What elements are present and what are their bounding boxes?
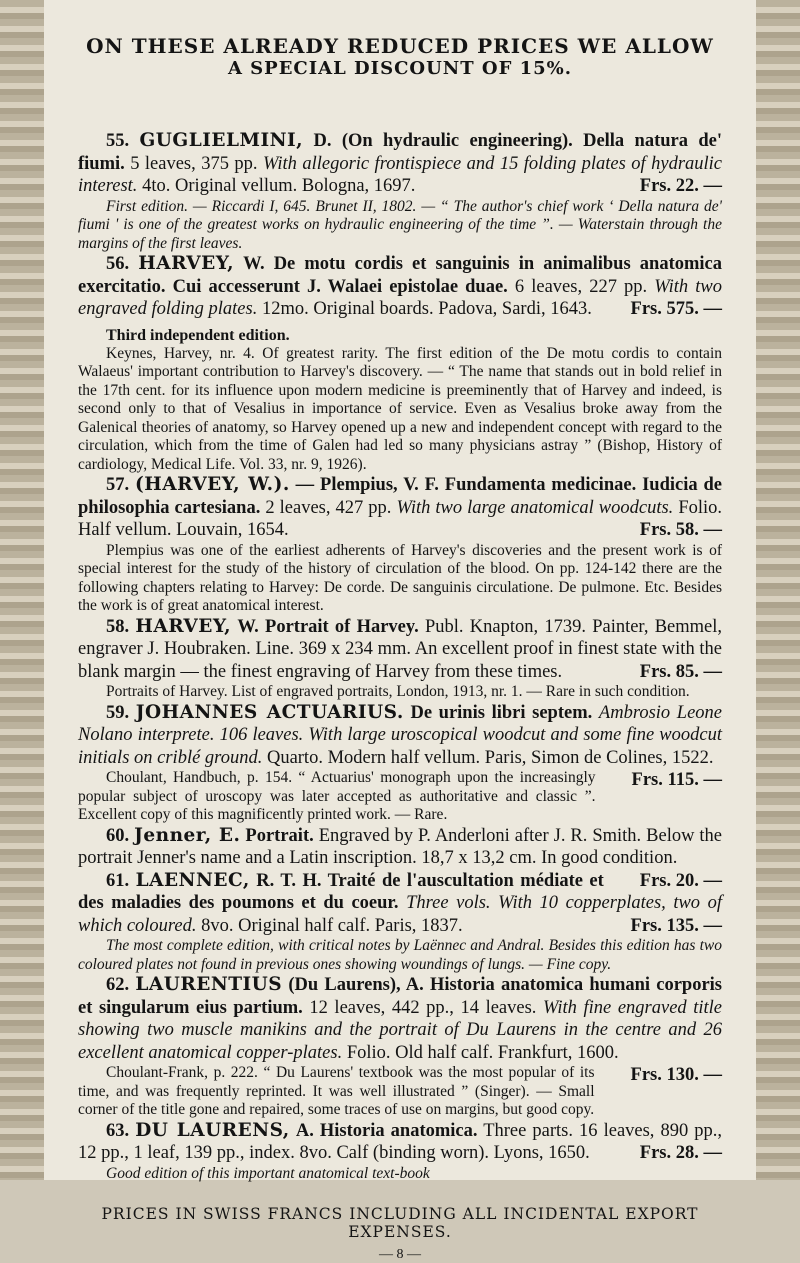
entry-collation: Three parts. 16 leaves, 890 pp., 12 pp., 1 leaf, 139 pp., index. [78,1120,723,1163]
entry-price: Frs. 85. — [639,661,722,682]
prices-footer: PRICES IN SWISS FRANCS INCLUDING ALL INCIDENTAL EXPORT EXPENSES. [101,1205,699,1241]
catalogue-entry [78,253,722,474]
entry-number: 61. [106,870,130,891]
entry-title: W. De motu cordis et sanguinis in animalibus anatomica exercitatio. Cui accesserunt J. Walaei epistolae duae. [78,254,722,297]
entry-note: Choulant-Frank, p. 222. “ Du Laurens' textbook was the most popular of its time, and was frequently reprinted. It was well illustrated ” (Singer). — Small corner of the title gone and repaired, some traces of use on margins, but good copy. [78,1064,595,1118]
catalogue-entry [78,702,722,825]
entry-note: The most complete edition, with critical notes by Laënnec and Andral. Besides this edition has two coloured plates not found in previous ones showing woundings of lungs. — Fine copy. [78,937,722,973]
header-special-discount: A SPECIAL DISCOUNT OF 15%. [227,58,573,79]
entry-imprint: An excellent proof in finest state with the blank margin — the finest engraving of Harvey from these times. [78,639,722,682]
entry-author: DU LAURENS, [135,1119,290,1141]
entry-title: A. Historia anatomica. [295,1120,478,1141]
entry-note: Keynes, Harvey, nr. 4. Of greatest rarity. The first edition of the De motu cordis to contain Walaeus' important contribution to Harvey's discovery. — “ The name that stands out in bold relief in the 17th cent. for its influence upon modern medicine is preeminently that of Harvey and indeed, is second only to that of Vesalius in importance of service. Even as Vesalius broke away from the Galenical theories of anatomy, so Harvey opened up a new and independent concept with regard to the circulation, which from the time of Galen had led so many physicians astray ” (Bishop, History of cardiology, Medical Life. Vol. 33, nr. 9, 1926). [78,344,722,473]
entry-price: Frs. 22. — [639,176,722,196]
entry-title: Portrait. [245,825,314,846]
page-header [78,34,722,80]
entry-author: LAENNEC, [135,869,250,891]
entry-illustrations: With fine engraved title showing two muscle manikins and the portrait of Du Laurens in the centre and 26 excellent anatomical copper-plates. [78,997,723,1063]
header-discount-line: ON THESE ALREADY REDUCED PRICES WE ALLOW [86,34,714,58]
entry-collation: 6 leaves, 227 pp. [514,276,648,297]
scan-edge-left [0,0,44,1180]
scan-edge-right [756,0,800,1180]
entry-note: Good edition of this important anatomical text-book [106,1164,430,1182]
entry-illustrations: With allegoric frontispiece and 15 folding plates of hydraulic interest. [78,153,723,196]
entry-collation: 5 leaves, 375 pp. [130,153,258,174]
catalogue-entry [78,1120,722,1184]
entry-price: Frs. 28. — [639,1143,722,1163]
catalogue-entry [78,974,722,1120]
entry-price: Frs. 20. — [639,870,722,891]
entry-number: 60. [106,825,130,846]
entry-title: (Du Laurens), A. Historia anatomica humani corporis et singularum eius partium. [78,975,723,1018]
entry-heading [78,974,723,1085]
entry-heading [78,474,722,542]
entry-number: 59. [106,702,130,723]
entry-imprint: Folio. Half vellum. Louvain, 1654. [78,497,723,540]
entry-title: D. (On hydraulic engineering). Della natura de' fiumi. [78,131,722,174]
entry-title: — Plempius, V. F. Fundamenta medicinae. Iudicia de philosophia cartesiana. [78,475,722,518]
entry-heading [78,253,722,321]
entry-price: Frs. 130. — [630,1065,722,1085]
catalogue-entry [78,474,722,616]
entry-collation: Engraved by P. Anderloni after J. R. Smith. Below the portrait Jenner's name and a Latin inscription. 18,7 x 13,2 cm. In good condition. [78,825,723,868]
catalogue-entry [78,130,722,253]
entry-collation: 12 leaves, 442 pp., 14 leaves. [309,997,537,1018]
entry-number: 58. [106,616,130,637]
entry-illustrations: Ambrosio Leone Nolano interprete. 106 leaves. With large uroscopical woodcut and some fine woodcut initials on criblé ground. [78,702,723,768]
entry-imprint: 4to. Original vellum. Bologna, 1697. [142,176,416,196]
entry-author: HARVEY, [138,253,235,274]
entry-price: Frs. 575. — [630,299,722,319]
entry-number: 63. [106,1120,130,1141]
entry-author: Jenner, E. [134,824,241,846]
entry-imprint: Quarto. Modern half vellum. Paris, Simon de Colines, 1522. [266,747,714,768]
catalogue-entries [78,130,722,1183]
catalogue-entry [78,616,722,702]
entry-imprint: 8vo. Calf (binding worn). Lyons, 1650. [299,1143,590,1163]
entry-number: 56. [106,254,130,274]
entry-note: First edition. — Riccardi I, 645. Brunet II, 1802. — “ The author's chief work ‘ Della natura de' fiumi ' is one of the greatest works on hydraulic engineering of the time ”. — Waterstain through the margins of the first leaves. [78,197,722,252]
page-number: — 8 — [379,1247,421,1262]
entry-illustrations: With two engraved folding plates. [78,276,723,319]
entry-number: 57. [106,475,130,495]
entry-number: 55. [106,131,130,151]
entry-title: W. Portrait of Harvey. [237,616,419,637]
entry-title: R. T. H. Traité de l'auscultation médiate et des maladies des poumons et du coeur. [78,870,604,913]
entry-imprint: 12mo. Original boards. Padova, Sardi, 1643. [261,299,592,319]
entry-author: (HARVEY, W.). [135,474,290,495]
entry-imprint: Folio. Old half calf. Frankfurt, 1600. [346,1042,619,1063]
entry-author: GUGLIELMINI, [139,130,304,151]
entry-note: Choulant, Handbuch, p. 154. “ Actuarius' monograph upon the increasingly popular subject of uroscopy was later accepted as authoritative and classic ”. Excellent copy of this magnificently printed work. — Rare. [78,769,596,823]
entry-illustrations: With two large anatomical woodcuts. [396,497,674,518]
entry-heading [78,616,722,684]
entry-note: Plempius was one of the earliest adherents of Harvey's discoveries and the present work is of special interest for the study of the history of circulation of the blood. On pp. 124-142 there are the following chapters relating to Harvey: De corde. De sanguinis circulatione. De pulmone. Etc. Besides the work is of great anatomical interest. [78,541,722,614]
entry-price: Frs. 115. — [631,770,722,790]
entry-price: Frs. 135. — [630,915,722,936]
entry-collation: 2 leaves, 427 pp. [265,497,392,518]
catalogue-page [44,0,756,1262]
entry-heading [78,701,723,790]
entry-title: De urinis libri septem. [410,702,593,723]
entry-heading [78,130,722,198]
entry-price: Frs. 58. — [639,520,722,540]
entry-author: JOHANNES ACTUARIUS. [135,701,404,723]
entry-collation: Publ. Knapton, 1739. Painter, Bemmel, engraver J. Houbraken. Line. 369 x 234 mm. [78,616,723,659]
entry-imprint: 8vo. Original half calf. Paris, 1837. [201,915,463,936]
entry-illustrations: Three vols. With 10 copperplates, two of which coloured. [78,893,722,936]
entry-author: LAURENTIUS [135,974,283,995]
entry-number: 62. [106,975,130,995]
entry-author: HARVEY, [135,615,232,637]
entry-heading [78,1120,722,1165]
entry-note: Portraits of Harvey. List of engraved portraits, London, 1913, nr. 1. — Rare in such condition. [106,683,690,700]
entry-edition-note: Third independent edition. [106,326,290,344]
